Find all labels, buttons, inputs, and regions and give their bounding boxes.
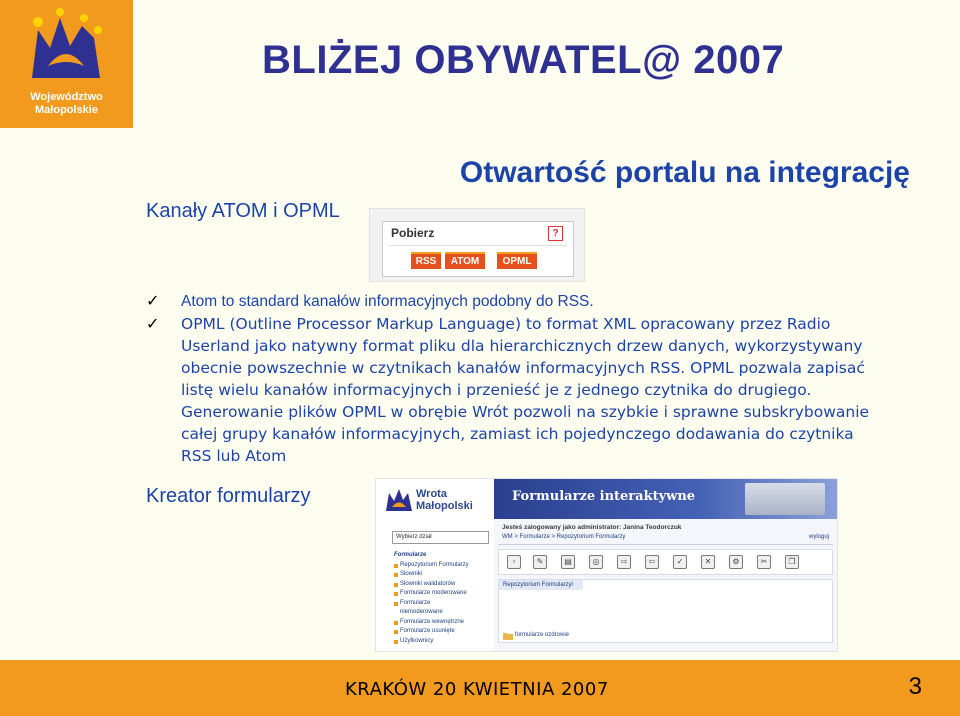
settings-icon[interactable]: ⚙ — [729, 555, 743, 569]
logo-line2: Małopolskie — [35, 104, 98, 116]
menu-header: Formularze — [394, 552, 427, 558]
bullet-opml — [146, 313, 886, 467]
copy-icon[interactable]: ❐ — [785, 555, 799, 569]
checkmark-icon: ✓ — [146, 314, 160, 333]
forms-sidebar — [388, 525, 488, 651]
check-icon[interactable]: ✓ — [673, 555, 687, 569]
forms-creator-screenshot — [375, 478, 838, 652]
menu-item-repository[interactable]: Repozytorium Formularzy — [394, 561, 469, 571]
breadcrumb[interactable]: WM > Formularze > Repozytorium Formularzy — [502, 534, 626, 540]
logo-text — [0, 91, 133, 117]
rss-button[interactable]: RSS — [411, 252, 441, 269]
feed-download-widget — [369, 208, 585, 282]
opml-button[interactable]: OPML — [497, 252, 537, 269]
menu-item-validator-dictionaries[interactable]: Słowniki walidatorów — [394, 580, 469, 590]
wrota-logo-text — [416, 488, 473, 512]
menu-item-unmoderated-forms[interactable]: Formularze — [394, 599, 469, 609]
menu-item-internal-forms[interactable]: Formularze wewnętrzne — [394, 618, 469, 628]
import-icon[interactable]: ⇦ — [645, 555, 659, 569]
feeds-section-label: Kanały ATOM i OPML — [146, 200, 340, 222]
folder-icon — [503, 632, 513, 640]
computer-icon — [745, 483, 825, 515]
menu-item-deleted-forms[interactable]: Formularze usunięte — [394, 627, 469, 637]
new-document-icon[interactable]: ▫ — [507, 555, 521, 569]
bullet-text: Atom to standard kanałów informacyjnych podobny do RSS. — [181, 293, 594, 310]
breadcrumb-bar — [498, 534, 833, 545]
repository-panel — [498, 579, 833, 643]
wrota-logo-line2: Małopolski — [416, 500, 473, 512]
edit-icon[interactable]: ✎ — [533, 555, 547, 569]
wrota-logo — [376, 479, 494, 519]
document-icon[interactable]: ▤ — [561, 555, 575, 569]
atom-button[interactable]: ATOM — [445, 252, 485, 269]
logo-line1: Województwo — [30, 91, 103, 103]
wrota-emblem-icon — [384, 485, 414, 513]
repository-tab[interactable]: Repozytorium Formularzy/ — [499, 580, 583, 590]
forms-toolbar — [498, 549, 833, 575]
checkmark-icon: ✓ — [146, 291, 160, 310]
forms-section-label: Kreator formularzy — [146, 485, 311, 507]
wrota-logo-line1: Wrota — [416, 488, 447, 500]
menu-item-unmoderated-forms-cont: niemoderowane — [400, 609, 443, 615]
feature-bullet-list — [146, 290, 886, 467]
menu-item-users[interactable]: Użytkownicy — [394, 637, 469, 647]
export-icon[interactable]: ⇨ — [617, 555, 631, 569]
tools-icon[interactable]: ✂ — [757, 555, 771, 569]
logged-in-user: Jesteś zalogowany jako administrator: Janina Teodorczuk — [502, 524, 682, 531]
voivodeship-logo — [0, 0, 133, 128]
bullet-text: OPML (Outline Processor Markup Language) to format XML opracowany przez Radio Userland jako natywny format pliku dla hierarchicznych drzew danych, wykorzystywany obecnie powszechnie w czytnikach kanałów informacyjnych RSS. OPML pozwala zapisać listę wielu kanałów informacyjnych i przenieść je z jednego czytnika do drugiego. Generowanie plików OPML w obrębie Wrót pozwoli na szybkie i sprawne subskrybowanie całej grupy kanałów informacyjnych, zamiast ich pojedynczego dodawania do czytnika RSS lub Atom — [181, 315, 870, 465]
repository-item[interactable]: formularze ozdrowie — [515, 632, 570, 638]
menu-item-moderated-forms[interactable]: Formularze moderowane — [394, 589, 469, 599]
forms-main-panel — [494, 519, 837, 651]
page-number: 3 — [908, 673, 922, 700]
footer-text: KRAKÓW 20 KWIETNIA 2007 — [345, 679, 609, 700]
logout-link[interactable]: wyloguj — [808, 534, 829, 540]
divider — [389, 245, 567, 246]
forms-banner-title: Formularze interaktywne — [512, 489, 696, 504]
feed-widget-header: Pobierz — [391, 226, 435, 240]
feed-widget-panel — [382, 221, 574, 277]
help-icon[interactable]: ? — [548, 226, 563, 241]
page-title: BLIŻEJ OBYWATEL@ 2007 — [262, 38, 785, 82]
page-subtitle: Otwartość portalu na integrację — [459, 156, 910, 189]
delete-icon[interactable]: ✕ — [701, 555, 715, 569]
menu-item-dictionaries[interactable]: Słowniki — [394, 570, 469, 580]
malopolska-emblem-icon — [26, 8, 106, 88]
department-select[interactable]: Wybierz dział — [392, 531, 489, 544]
forms-menu — [394, 551, 469, 646]
preview-icon[interactable]: ◎ — [589, 555, 603, 569]
forms-banner — [494, 479, 837, 519]
bullet-atom — [146, 290, 886, 313]
